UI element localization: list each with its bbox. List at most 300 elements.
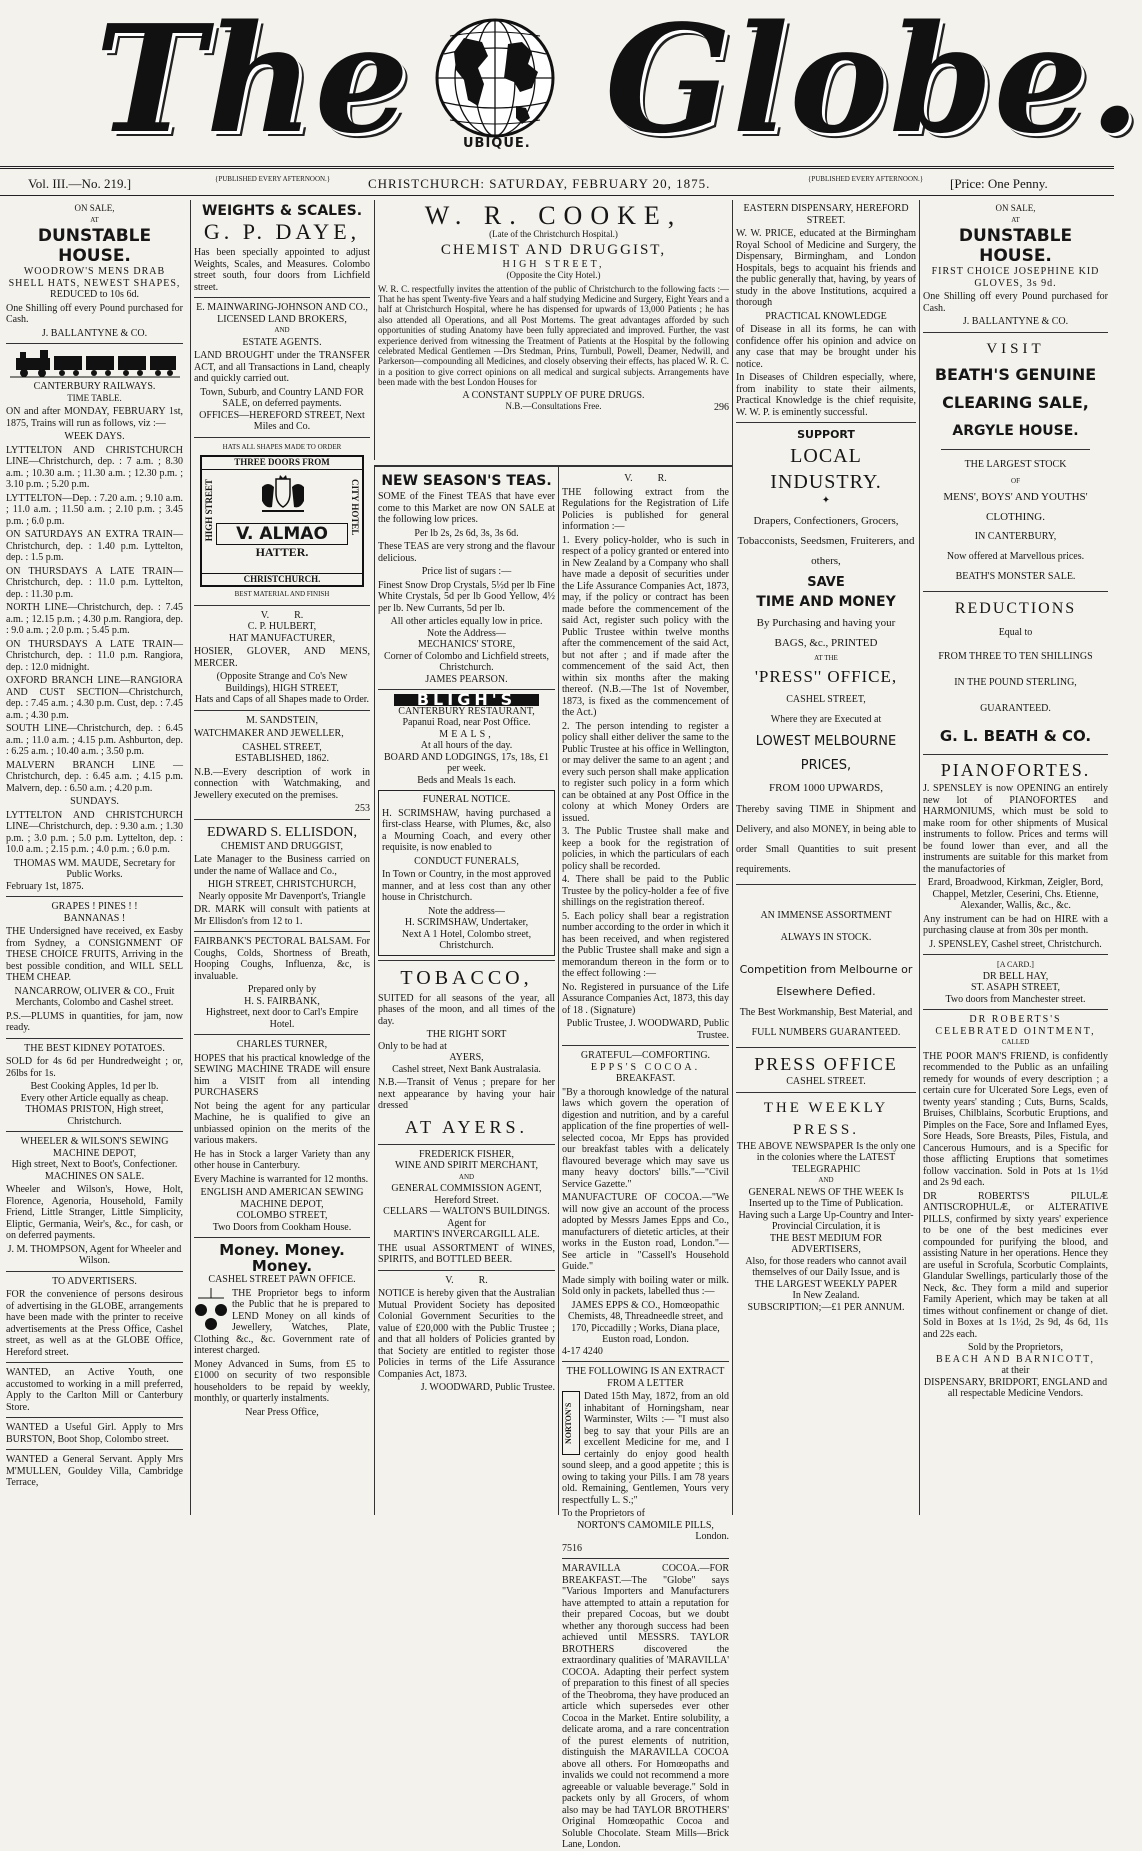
wanted-servant-ad: WANTED a General Servant. Apply Mrs M'MULLEN, Gouldey Villa, Cambridge Terrace, xyxy=(6,1454,183,1488)
three-to-ten: FROM THREE TO TEN SHILLINGS xyxy=(938,651,1093,662)
circulation-text: Having such a Large Up-Country and Inter-Provincial Circulation, it is xyxy=(738,1209,914,1232)
potatoes-body: SOLD for 4s 6d per Hundredweight ; or, 26lbs for 1s. xyxy=(6,1056,183,1079)
plums-note: P.S.—PLUMS in quantities, for jam, now ready. xyxy=(6,1010,183,1033)
daily-issue-note: Also, for those readers who cannot avail themselves of our Daily Issue, and is xyxy=(745,1255,907,1278)
fisher-name: FREDERICK FISHER, xyxy=(418,1148,514,1160)
epps-name: EPPS'S COCOA. xyxy=(590,1061,701,1073)
epps-body: "By a thorough knowledge of the natural laws which govern the operation of digestion and nutrition, and by a careful application of the fine properties of well-selected cocoa, Mr Epps has provided our breakfast tables with a delicately flavoured beverage which may save us many heavy doctors' bills."—"Civil Service Gazette." xyxy=(562,1086,729,1190)
beath-signature: G. L. BEATH & CO. xyxy=(939,727,1092,745)
cooke-trade: CHEMIST AND DRUGGIST, xyxy=(440,241,667,258)
woodward-signature: Public Trustee, J. WOODWARD, Public Trustee. xyxy=(566,1018,729,1041)
sandstein-body: N.B.—Every description of work in connection with Watchmaking, and Jewellery executed on the premises. xyxy=(194,766,370,801)
timetable-line: ON THURSDAYS A LATE TRAIN—Christchurch, dep. : 11.0 p.m. Lyttelton, dep. : 11.30 p.m. xyxy=(6,565,183,600)
woodward-signature: J. WOODWARD, Public Trustee. xyxy=(420,1382,555,1393)
dunstable-ad-1 xyxy=(6,203,183,339)
norton-body: Dated 15th May, 1872, from an old inhabitant of Horningsham, near Warminster, Wilts :— "I must also beg to say that your Pills are an excellent Medicine for me, and I certainly do enjoy good health sound sleep, and a good appetite ; this is owing to taking your Pills. I am 78 years old. Remaining, Gentlemen, Yours very respectfully L. S.;" xyxy=(562,1391,729,1506)
epps-breakfast: BREAKFAST. xyxy=(615,1073,676,1084)
almao-trade: HATTER. xyxy=(255,545,309,559)
turner-name: CHARLES TURNER, xyxy=(236,1039,328,1050)
pawnbroker-balls-icon xyxy=(194,1288,228,1332)
hulbert-address: (Opposite Strange and Co's New Buildings), HIGH STREET, xyxy=(216,671,348,694)
bridport-dispensary: DISPENSARY, BRIDPORT, ENGLAND and all respectable Medicine Vendors. xyxy=(923,1376,1108,1399)
regulation-item: 3. The Public Trustee shall make and keep a book for the registration of policies, in which the particulars of each policy shall be recorded. xyxy=(562,826,729,872)
roberts-pills: DR ROBERTS'S PILULÆ ANTISCROPHULÆ, or ALTERATIVE PILLS, confirmed by sixty years' experience to be one of the best medicines ever compounded for purifying the blood, and assisting Nature in her operations. Hence they are useful in Scrofula, Scorbutic Complaints, Glandular Swellings, particularly those of the Neck, &c. They form a mild and superior Family Aperient, which may be taken at all times without confinement or change of diet. Sold in Boxes at 1s 1½d, 2s 9d, 4s 6d, 11s and 22s each. xyxy=(923,1190,1108,1340)
norton-to: To the Proprietors of xyxy=(562,1508,645,1519)
timetable-date: February 1st, 1875. xyxy=(6,880,84,892)
card-title: [A CARD.] xyxy=(997,960,1034,969)
advertisers-notice xyxy=(6,1276,183,1359)
cashel-street: CASHEL STREET, xyxy=(786,694,866,705)
pianofortes-title: PIANOFORTES. xyxy=(940,760,1091,780)
amp-notice xyxy=(378,1275,555,1394)
assortment-title: AN IMMENSE ASSORTMENT xyxy=(760,910,892,921)
estate-agents: ESTATE AGENTS. xyxy=(242,336,322,348)
ballantyne-signature: J. BALLANTYNE & CO. xyxy=(962,316,1069,327)
in-canterbury: IN CANTERBURY, xyxy=(974,531,1057,542)
almao-ad xyxy=(194,442,370,601)
sandstein-address: CASHEL STREET, xyxy=(242,741,322,753)
hulbert-ad xyxy=(194,610,370,706)
railways-title: CANTERBURY RAILWAYS. xyxy=(33,381,156,392)
save-text: SAVE xyxy=(807,574,845,590)
funeral-address: Next A 1 Hotel, Colombo street, Christchurch. xyxy=(401,928,532,951)
largest-stock: THE LARGEST STOCK xyxy=(964,458,1067,470)
lowest-prices: LOWEST MELBOURNE PRICES, xyxy=(755,734,897,773)
train-icon xyxy=(10,348,180,378)
thompson-signature: J. M. THOMPSON, Agent for Wheeler and Wilson. xyxy=(7,1243,182,1266)
ellisdon-name: EDWARD S. ELLISDON, xyxy=(206,824,358,840)
fisher-body: THE usual ASSORTMENT of WINES, SPIRITS, and BOTTLED BEER. xyxy=(378,1242,555,1265)
marvellous-prices: Now offered at Marvellous prices. xyxy=(946,551,1085,562)
bell-hay-name: DR BELL HAY, xyxy=(982,970,1049,982)
funeral-notice xyxy=(378,790,555,956)
thereby-saving: Thereby saving TIME in Shipment and Delivery, and also MONEY, in being able to order Small Quantities to suit present requirements. xyxy=(736,804,916,875)
eastern-dispensary-ad xyxy=(736,203,916,418)
column-4 xyxy=(558,465,732,1850)
hulbert-trade: HAT MANUFACTURER, xyxy=(228,632,336,644)
turner-depot: ENGLISH AND AMERICAN SEWING MACHINE DEPOT, xyxy=(200,1187,364,1210)
called-text: CALLED xyxy=(1001,1038,1030,1046)
blighs-ad xyxy=(378,690,555,786)
pawn-office-ad xyxy=(194,1242,370,1418)
wanted-girl-ad: WANTED a Useful Girl. Apply to Mrs BURSTON, Boot Shop, Colombo street. xyxy=(6,1422,183,1445)
at-ayers: AT AYERS. xyxy=(404,1116,529,1137)
fisher-ad xyxy=(378,1149,555,1266)
beath-genuine: BEATH'S GENUINE xyxy=(934,364,1097,384)
piano-hire: Any instrument can be had on HIRE with a purchasing clause at from 30s per month. xyxy=(923,913,1108,936)
priston-signature: THOMAS PRISTON, High street, Christchurch. xyxy=(25,1104,164,1127)
regulation-item: 2. The person intending to register a policy shall either deliver the same to the Public Trustee at his office in Wellington, or may deliver the same to an agent ; and every such person shall make application to register such policy in a form which can be obtained at any Post Office in the colony at which Money Orders are issued. xyxy=(562,720,729,824)
mens-clothing: MENS', BOYS' AND YOUTHS' CLOTHING. xyxy=(943,491,1088,523)
beath-ad xyxy=(923,337,1108,751)
money-title: Money. Money. Money. xyxy=(219,1241,345,1275)
and-text: AND xyxy=(818,1176,834,1184)
monster-sale: BEATH'S MONSTER SALE. xyxy=(955,571,1076,582)
turner-paragraph: Every Machine is warranted for 12 months. xyxy=(194,1173,369,1185)
assortment-ad xyxy=(736,905,916,1043)
epps-signature: JAMES EPPS & CO., Homœopathic Chemists, 48, Threadneedle street, and 170, Piccadilly ; Works, Diana place, Euston road, London. xyxy=(567,1299,724,1345)
turner-body: HOPES that his practical knowledge of the SEWING MACHINE TRADE will ensure him a VISIT from all intending PURCHASERS xyxy=(194,1052,370,1098)
local-industry: LOCAL INDUSTRY. xyxy=(770,445,882,493)
extract-notice xyxy=(562,473,729,1041)
almao-three-doors: THREE DOORS FROM xyxy=(202,457,362,470)
maude-signature: THOMAS WM. MAUDE, Secretary for Public Works. xyxy=(13,857,176,880)
ad-number: 296 xyxy=(714,401,729,413)
time-and-money: TIME AND MONEY xyxy=(756,593,896,610)
pound-sterling: IN THE POUND STERLING, xyxy=(954,677,1077,688)
registration-form: No. Registered in pursuance of the Life Assurance Companies Act, 1873, this day of 18 . (Signature) xyxy=(562,981,729,1016)
agent-for: Agent for xyxy=(447,1217,486,1229)
ayers-address: Cashel street, Next Bank Australasia. xyxy=(392,1063,541,1075)
tobacco-ad xyxy=(378,965,555,1140)
and-text: AND xyxy=(274,326,290,334)
pawn-advance: Money Advanced in Sums, from £5 to £1000 on security of two responsible householders to be repaid by weekly, monthly, or quarterly instalments. xyxy=(194,1358,370,1404)
globe-icon xyxy=(420,14,570,146)
publication-note-right: {PUBLISHED EVERY AFTERNOON.} xyxy=(808,175,924,183)
cooke-late: (Late of the Christchurch Hospital.) xyxy=(489,229,618,239)
bags-printed: BAGS, &c., PRINTED xyxy=(774,636,878,649)
pill-bottle-icon: NORTON'S xyxy=(562,1391,580,1455)
on-sale-text: ON SALE, xyxy=(74,203,115,213)
sugar-list: Finest Snow Drop Crystals, 5½d per lb Fine White Crystals, 5d per lb Good Yellow, 4½ per lb. New Currants, 5d per lb. xyxy=(378,579,555,614)
ad-number: 253 xyxy=(355,803,370,814)
only-text: Only to be had at xyxy=(378,1040,447,1052)
hats-text: WOODROW'S MENS DRAB SHELL HATS, NEWEST SHAPES, xyxy=(8,266,181,289)
regulation-item: 1. Every policy-holder, who is such in respect of a policy granted or entered into in New Zealand by a Company who shall have made a deposit of securities under the Life Assurance Companies Act, 1873, may, if the policy or contract has been made before the commencement of the said Act, register such policy with the Public Trustee within twelve months after the commencement of the said Act, but not after ; and if made after the commencement of the said Act, then within six months after the making thereof. (N.B.—The 1st of November, 1873, is fixed as the commencement of the Act.) xyxy=(562,534,729,718)
blighs-board: BOARD AND LODGINGS, 17s, 18s, £1 per week. xyxy=(383,751,549,774)
teas-ad xyxy=(378,473,555,685)
guaranteed: GUARANTEED. xyxy=(980,703,1051,714)
hulbert-body: HOSIER, GLOVER, AND MENS, MERCER. xyxy=(194,646,370,669)
norton-pills: NORTON'S CAMOMILE PILLS, xyxy=(577,1519,714,1531)
roberts-ointment: CELEBRATED OINTMENT, xyxy=(935,1025,1096,1037)
timetable-line: WEEK DAYS. xyxy=(64,431,125,442)
cooke-ad xyxy=(378,203,729,413)
turner-doors: Two Doors from Cookham House. xyxy=(212,1221,352,1233)
on-sale-text: ON SALE, xyxy=(995,203,1036,213)
norton-title: THE FOLLOWING IS AN EXTRACT FROM A LETTER xyxy=(566,1366,725,1389)
other-articles-text: Every other Article equally as cheap. xyxy=(20,1092,169,1104)
fisher-cellars: CELLARS — WALTON'S BUILDINGS. xyxy=(383,1206,550,1217)
teas-note: Note the Address— xyxy=(427,627,506,639)
fisher-trade: WINE AND SPIRIT MERCHANT, xyxy=(395,1160,538,1171)
from-upwards: FROM 1000 UPWARDS, xyxy=(769,782,883,794)
roberts-ad xyxy=(923,1014,1108,1400)
teas-body: SOME of the Finest TEAS that have ever come to this Market are now ON SALE at the following low prices. xyxy=(378,491,555,525)
at-the: AT THE xyxy=(814,653,838,662)
blighs-hours: At all hours of the day. xyxy=(420,740,513,751)
mechanics-store: MECHANICS' STORE, xyxy=(417,639,516,650)
place-and-date: CHRISTCHURCH: SATURDAY, FEBRUARY 20, 1875. xyxy=(368,176,711,191)
epps-packets: Made simply with boiling water or milk. Sold only in packets, labelled thus :— xyxy=(562,1274,729,1297)
cooke-street: HIGH STREET, xyxy=(502,258,605,270)
potatoes-title: THE BEST KIDNEY POTATOES. xyxy=(24,1042,165,1054)
in-new-zealand: In New Zealand. xyxy=(792,1290,860,1301)
blighs-title: BLIGH'S xyxy=(394,694,539,706)
of-text: OF xyxy=(1011,476,1020,485)
almao-side-left: HIGH STREET xyxy=(204,479,214,542)
funeral-body: H. SCRIMSHAW, having purchased a first-class Hearse, with Plumes, &c, also a Mourning Coach, and every other requisite, is now enabled to xyxy=(382,807,551,853)
best-workmanship: The Best Workmanship, Best Material, and xyxy=(739,1007,913,1018)
fairbank-name: H. S. FAIRBANK, xyxy=(244,995,320,1007)
extract-body: THE following extract from the Regulations for the Registration of Life Policies is published for general information :— xyxy=(562,486,729,532)
and-text: AND xyxy=(458,1172,475,1181)
ballantyne-signature: J. BALLANTYNE & CO. xyxy=(41,327,148,339)
sold-by: Sold by the Proprietors, xyxy=(968,1342,1063,1353)
timetable-line: SUNDAYS. xyxy=(70,796,119,807)
grapes-body: THE Undersigned have received, ex Easby from Sydney, a CONSIGNMENT OF THESE CHOICE FRUITS, Arriving in the best possible condition, and WILL SELL THEM CHEAP. xyxy=(6,926,183,983)
dunstable-house-heading: DUNSTABLE HOUSE. xyxy=(37,226,152,266)
grapes-ad xyxy=(6,901,183,1034)
teas-flavour: These TEAS are very strong and the flavour delicious. xyxy=(378,541,555,564)
vr-mark: V. R. xyxy=(260,609,304,621)
at-text: AT xyxy=(1011,215,1020,224)
maravilla-ad: MARAVILLA COCOA.—FOR BREAKFAST.—The "Globe" says "Various Importers and Manufacturers have attempted to attain a reputation for their prepared Cocoas, but we doubt whether any thorough success had been achieved until MESSRS. TAYLOR BROTHERS discovered the extraordinary qualities of 'MARAVILLA' COCOA. Adapting their perfect system of preparation to this finest of all species of the Theobroma, they have produced an article which supersedes ever other Cocoa in the Market. Entire solubility, a delicate aroma, and a rare concentration of the purest elements of nutrition, distinguish the MARAVILLA COCOA above all others. For Homœopaths and invalids we could not recommend a more agreeable or valuable beverage." Sold in packets only by all Grocers, of whom also may be had TAYLOR BROTHERS' Original Homœopathic Cocoa and Soluble Chocolate. Steam Mills—Brick Lane, London. xyxy=(562,1563,729,1850)
argyle-house: ARGYLE HOUSE. xyxy=(952,422,1079,439)
cooke-consultations: N.B.—Consultations Free. xyxy=(505,401,602,412)
beach-barnicott: BEACH AND BARNICOTT, xyxy=(936,1353,1095,1365)
hulbert-hats: Hats and Caps of all Shapes made to Order. xyxy=(194,694,370,705)
teas-prices: Per lb 2s, 2s 6d, 3s, 3s 6d. xyxy=(414,527,519,539)
subscription: SUBSCRIPTION;—£1 PER ANNUM. xyxy=(747,1301,905,1313)
practical-knowledge: PRACTICAL KNOWLEDGE xyxy=(765,310,887,322)
daye-name: G. P. DAYE, xyxy=(203,219,361,244)
full-numbers: FULL NUMBERS GUARANTEED. xyxy=(751,1027,901,1038)
conduct-funerals: CONDUCT FUNERALS, xyxy=(414,855,519,867)
always-in-stock: ALWAYS IN STOCK. xyxy=(780,932,872,943)
bananas-title: BANNANAS ! xyxy=(63,912,126,924)
sandstein-name: M. SANDSTEIN, xyxy=(246,714,318,726)
at-their: at their xyxy=(1001,1365,1030,1376)
fairbank-body: FAIRBANK'S PECTORAL BALSAM. For Coughs, Colds, Shortness of Breath, Hooping Coughs, Influenza, &c, is invaluable. xyxy=(194,936,370,982)
by-purchasing: By Purchasing and having your xyxy=(756,616,896,629)
competition-defied: Competition from Melbourne or Elsewhere Defied. xyxy=(739,963,913,998)
largest-weekly: THE LARGEST WEEKLY PAPER xyxy=(754,1278,898,1290)
timetable-line: OXFORD BRANCH LINE—RANGIORA AND CUST SECTION—Christchurch, dep. : 7.45 a.m. ; 4.30 p.m. Cust, dep. : 7.45 a.m. ; 4.30 p.m. xyxy=(6,675,183,721)
clearing-sale: CLEARING SALE, xyxy=(942,392,1089,412)
wheeler-ad xyxy=(6,1136,183,1267)
cooke-supply: A CONSTANT SUPPLY OF PURE DRUGS. xyxy=(462,389,645,401)
pawn-office-title: CASHEL STREET PAWN OFFICE. xyxy=(208,1274,356,1285)
amp-body: NOTICE is hereby given that the Australian Mutual Provident Society has deposited Colonial Government Securities to the value of £20,000 with the Public Trustee ; and that all holders of Policies granted by that Society are entitled to register those Policies in terms of the Life Assurance Companies Act, 1873. xyxy=(378,1288,555,1380)
weekly-press-title: THE WEEKLY PRESS. xyxy=(763,1099,889,1138)
tobacco-title: TOBACCO, xyxy=(400,966,533,989)
wheeler-title: WHEELER & WILSON'S SEWING MACHINE DEPOT, xyxy=(20,1136,169,1159)
publication-note-left: {PUBLISHED EVERY AFTERNOON.} xyxy=(215,175,331,183)
ellisdon-trade: CHEMIST AND DRUGGIST, xyxy=(220,840,344,852)
almao-top-text: HATS ALL SHAPES MADE TO ORDER xyxy=(222,442,342,451)
fisher-agent: GENERAL COMMISSION AGENT, xyxy=(391,1183,542,1194)
funeral-title: FUNERAL NOTICE. xyxy=(422,794,511,805)
masthead xyxy=(0,0,1142,166)
at-text: AT xyxy=(90,215,99,224)
masthead-title-right: Globe. xyxy=(605,0,1142,166)
nancarrow-signature: NANCARROW, OLIVER & CO., Fruit Merchants, Colombo and Cashel street. xyxy=(14,985,175,1008)
ad-number: 4-17 4240 xyxy=(562,1345,603,1357)
price: [Price: One Penny. xyxy=(950,176,1048,191)
funeral-paragraph: In Town or Country, in the most approved manner, and at less cost than any other house in Christchurch. xyxy=(382,869,551,903)
land-for-sale: Town, Suburb, and Country LAND FOR SALE, on deferred payments. xyxy=(200,386,364,409)
press-office-name: 'PRESS'' OFFICE, xyxy=(754,667,898,686)
vr-mark: V. R. xyxy=(445,1274,488,1286)
column-6 xyxy=(919,200,1111,1515)
support-title: SUPPORT xyxy=(797,428,855,441)
timetable-line: ON SATURDAYS AN EXTRA TRAIN—Christchurch, dep. : 1.40 p.m. Lyttelton, dep. : 1.5 p.m. xyxy=(6,529,183,563)
weights-title: WEIGHTS & SCALES. xyxy=(201,203,363,219)
ellisdon-body: Late Manager to the Business carried on under the name of Wallace and Co., xyxy=(194,854,370,877)
volume-number: Vol. III.—No. 219.] xyxy=(28,176,132,191)
weekly-paragraph: THE ABOVE NEWSPAPER Is the only one in the colonies where the LATEST TELEGRAPHIC xyxy=(736,1140,916,1175)
timetable-line: ON THURSDAYS A LATE TRAIN—Christchurch, dep. : 11.0 p.m. Rangiora, dep. : 12.0 midnight. xyxy=(6,638,183,673)
eastern-paragraph: In Diseases of Children especially, where, from inability to state their ailments, Practical Knowledge is the chief requisite, W. W. P. is eminently successful. xyxy=(736,372,916,418)
prepared-by: Prepared only by xyxy=(247,984,317,995)
visit-text: VISIT xyxy=(986,340,1045,357)
epps-ad xyxy=(562,1050,729,1357)
almao-side-right: CITY HOTEL xyxy=(350,479,360,536)
column-2 xyxy=(190,200,373,1515)
reduced-text: REDUCED to 10s 6d. xyxy=(50,289,139,300)
vr-mark: V. R. xyxy=(624,473,667,484)
weights-body: Has been specially appointed to adjust Weights, Scales, and Measures. Colombo street south, four doors from Lichfield street. xyxy=(194,247,370,293)
trades-list: Drapers, Confectioners, Grocers, Tobacconists, Seedsmen, Fruiterers, and others, xyxy=(737,514,915,567)
general-news: GENERAL NEWS OF THE WEEK Is Inserted up to the Time of Publication. xyxy=(748,1186,904,1209)
bell-hay-doors: Two doors from Manchester street. xyxy=(945,993,1086,1005)
press-office-street: CASHEL STREET. xyxy=(786,1076,866,1087)
pearson-signature: JAMES PEARSON. xyxy=(425,673,508,685)
turner-address: COLOMBO STREET, xyxy=(236,1210,328,1221)
timetable-line: LYTTELTON—Dep. : 7.20 a.m. ; 9.10 a.m. ; 11.0 a.m. ; 11.50 a.m. ; 2.10 p.m. ; 3.45 p.m. ; 6.0 p.m. xyxy=(6,492,183,527)
mainwaring-body: LAND BROUGHT under the TRANSFER ACT, and all Transactions in Land, cheaply and quickly carried out. xyxy=(194,350,370,384)
cash-discount-text: One Shilling off every Pound purchased for Cash. xyxy=(923,291,1108,314)
turner-ad xyxy=(194,1039,370,1233)
eastern-body: W. W. PRICE, educated at the Birmingham Royal School of Medicine and Surgery, the Dispensary, Birmingham, and London Hospitals, begs to acquaint his friends and the public generally that, having, by years of study in the above Institutions, acquired a thorough xyxy=(736,228,916,308)
pianofortes-body: J. SPENSLEY is now OPENING an entirely new lot of PIANOFORTES and HARMONIUMS, which must be sold to make room for other shipments of Musical instruments to follow. Prices and terms will be found lower than ever, and all the instruments are suitable for this market from the manufactories of xyxy=(923,783,1108,875)
funeral-note: Note the address— xyxy=(428,905,505,917)
fairbank-ad xyxy=(194,936,370,1030)
spensley-signature: J. SPENSLEY, Cashel street, Christchurch. xyxy=(929,938,1102,950)
ale-text: MARTIN'S INVERCARGILL ALE. xyxy=(393,1229,540,1240)
column-5 xyxy=(732,200,919,1515)
timetable-title: TIME TABLE. xyxy=(67,392,122,403)
grapes-title: GRAPES ! PINES ! ! xyxy=(51,901,138,912)
ellisdon-address: HIGH STREET, CHRISTCHURCH, Nearly opposite Mr Davenport's, Triangle xyxy=(198,879,366,902)
piano-makers: Erard, Broadwood, Kirkman, Zeigler, Bord, Chappel, Metzler, Ceserini, Chs. Etienne, Alexander, Wallis, &c., &c. xyxy=(927,877,1104,911)
almao-bottom-text: BEST MATERIAL AND FINISH xyxy=(234,590,330,598)
timetable-line: MALVERN BRANCH LINE — Christchurch, dep. : 6.45 a.m. ; 4.15 p.m. Malvern, dep. : 6.50 a.m. ; 4.20 p.m. xyxy=(6,759,183,794)
regulation-item: 5. Each policy shall bear a registration number according to the order in which it has been received, and when registered the Public Trustee shall make and sign a memorandum thereon in the form or to the effect following :— xyxy=(562,910,729,979)
ellisdon-ad xyxy=(194,824,370,928)
epps-manufacture: MANUFACTURE OF COCOA.—"We will now give an account of the process adopted by Messrs James Epps and Co., manufacturers of dietetic articles, at their works in the Euston road, London."—See article in "Cassell's Household Guide." xyxy=(562,1192,729,1272)
sandstein-ad xyxy=(194,715,370,815)
masthead-motto: UBIQUE. xyxy=(463,136,531,151)
cash-discount-text: One Shilling off every Pound purchased for Cash. xyxy=(6,302,183,325)
teas-title: NEW SEASON'S TEAS. xyxy=(381,473,552,489)
dunstable-ad-2 xyxy=(923,203,1108,328)
column-3 xyxy=(374,200,732,460)
equal-to: Equal to xyxy=(998,627,1033,638)
teas-corner: Corner of Colombo and Lichfield streets, Christchurch. xyxy=(384,650,549,673)
cooke-opposite: (Opposite the City Hotel.) xyxy=(506,270,601,280)
pawn-near: Near Press Office, xyxy=(245,1406,319,1418)
bell-hay-card xyxy=(923,959,1108,1005)
timetable-line: LYTTELTON AND CHRISTCHURCH LINE—Christchurch, dep. : 9.30 a.m. ; 1.30 p.m. ; 3.0 p.m. ; 5.0 p.m. Lyttelton, dep. : 10.0 a.m. ; 2.15 p.m. ; 4.0 p.m. ; 6.0 p.m. xyxy=(6,809,183,855)
column-3-lower xyxy=(374,465,558,1515)
blighs-meals: MEALS, xyxy=(439,728,494,740)
dateline-bar xyxy=(0,166,1114,196)
advertisers-title: TO ADVERTISERS. xyxy=(52,1275,137,1287)
mainwaring-ad xyxy=(194,302,370,433)
norton-ad xyxy=(562,1366,729,1554)
blighs-beds: Beds and Meals 1s each. xyxy=(417,774,516,786)
roberts-body: THE POOR MAN'S FRIEND, is confidently recommended to the Public as an unfailing remedy for wounds of every description ; a certain cure for Ulcerated Sore Legs, even of twenty years' standing ; Cuts, Burns, Scalds, Bruises, Chilblains, Scorbutic Eruptions, and Pimples on the Face, Sore and Inflamed Eyes, Sore Heads, Sore Breasts, Piles, Fistula, and Cancerous Humours, and is a Specific for those afflicting Eruptions that sometimes follow vaccination. Sold in Pots at 1s 1½d and 2s 9d each. xyxy=(923,1050,1108,1188)
mainwaring-title: E. MAINWARING-JOHNSON AND CO., LICENSED LAND BROKERS, xyxy=(196,302,368,325)
railways-timetable xyxy=(6,381,183,892)
gloves-text: FIRST CHOICE JOSEPHINE KID GLOVES, 3s 9d. xyxy=(931,266,1100,289)
where-executed: Where they are Executed at xyxy=(770,714,882,725)
wheeler-body: Wheeler and Wilson's, Howe, Holt, Florence, Agenoria, Household, Family Friend, Little Stranger, Little Simplicity, Eliptic, Germania, Weir's, &c., for cash, or on deferred payments. xyxy=(6,1184,183,1241)
column-1 xyxy=(3,200,186,1515)
cooke-name: W. R. COOKE, xyxy=(424,201,683,230)
turner-paragraph: Not being the agent for any particular Machine, he is qualified to give an unbiassed opinion on the merits of the various makers. xyxy=(194,1100,370,1146)
bell-hay-address: ST. ASAPH STREET, xyxy=(970,982,1061,993)
timetable-line: ON and after MONDAY, FEBRUARY 1st, 1875, Trains will run as follows, viz :— xyxy=(6,406,183,429)
dr-mark-note: DR. MARK will consult with patients at Mr Ellisdon's from 12 to 1. xyxy=(194,904,370,927)
tobacco-body: SUITED for all seasons of the year, all phases of the moon, and all times of the day. xyxy=(378,992,555,1027)
mainwaring-offices: OFFICES—HEREFORD STREET, Next Miles and Co. xyxy=(199,409,365,432)
eastern-title: EASTERN DISPENSARY, HEREFORD STREET. xyxy=(743,203,909,226)
machines-on-sale: MACHINES ON SALE. xyxy=(44,1170,145,1182)
wanted-youth-ad: WANTED, an Active Youth, one accustomed to working in a mill preferred, Apply to the Carlton Mill or Canterbury Store. xyxy=(6,1367,183,1413)
almao-name: V. ALMAO xyxy=(216,523,348,545)
right-sort: THE RIGHT SORT xyxy=(426,1029,507,1040)
reductions-title: REDUCTIONS xyxy=(954,600,1077,617)
press-office-ad xyxy=(736,1052,916,1088)
fisher-street: Hereford Street. xyxy=(434,1194,499,1206)
roberts-title: DR ROBERTS'S xyxy=(969,1014,1062,1025)
ayers-name: AYERS, xyxy=(449,1052,484,1063)
sandstein-trade: WATCHMAKER AND JEWELLER, xyxy=(194,728,344,739)
royal-arms-icon xyxy=(258,473,308,515)
hulbert-name: C. P. HULBERT, xyxy=(247,621,317,632)
pawn-body: THE Proprietor begs to inform the Public that he is prepared to LEND Money on all kinds of Jewellery, Watches, Plate, Clothing &c., &c. Government rate of interest charged. xyxy=(194,1287,370,1356)
eastern-paragraph: of Disease in all its forms, he can with confidence offer his opinion and advice on any case that may be brought under his notice. xyxy=(736,324,916,370)
potatoes-ad xyxy=(6,1043,183,1128)
sugar-list-title: Price list of sugars :— xyxy=(421,566,512,577)
masthead-title-left: The xyxy=(95,0,410,166)
blighs-address: Papanui Road, near Post Office. xyxy=(402,717,531,728)
ad-number: 7516 xyxy=(562,1542,582,1554)
wheeler-address: High street, Next to Boot's, Confectioner. xyxy=(11,1159,178,1170)
support-local-ad: SUPPORT LOCAL INDUSTRY. ✦ Drapers, Confectioners, Grocers, Tobacconists, Seedsmen, Fruiterers, and others, SAVE TIME AND MONEY By Purchasing and having your BAGS, &c., PRINTED AT THE 'PRESS'' OFFICE, CASHEL STREET, Where they are Executed at LOWEST MELBOURNE PRICES, FROM 1000 UPWARDS, Thereby saving TIME in Shipment and Delivery, and also MONEY, in being able to order Small Quantities to suit present requirements. xyxy=(736,427,916,880)
weights-ad xyxy=(194,203,370,293)
timetable-line: SOUTH LINE—Christchurch, dep. : 6.45 a.m. ; 11.0 a.m. ; 4.15 p.m. Ashburton, dep. : 6.25 a.m. ; 10.40 a.m. ; 3.50 p.m. xyxy=(6,723,183,757)
venus-note: N.B.—Transit of Venus ; prepare for her next appearance by having your hair dressed xyxy=(378,1077,555,1111)
regulation-item: 4. There shall be paid to the Public Trustee by the policy-holder a fee of five shillings on the registration thereof. xyxy=(562,874,729,908)
turner-paragraph: He has in Stock a larger Variety than any other house in Canterbury. xyxy=(194,1148,370,1171)
blighs-restaurant: CANTERBURY RESTAURANT, xyxy=(398,705,535,717)
weekly-press-ad xyxy=(736,1097,916,1314)
dunstable-house-heading: DUNSTABLE HOUSE. xyxy=(958,226,1073,266)
apples-text: Best Cooking Apples, 1d per lb. xyxy=(30,1081,159,1092)
best-medium: THE BEST MEDIUM FOR ADVERTISERS, xyxy=(769,1232,883,1255)
fairbank-address: Highstreet, next door to Carl's Empire Hotel. xyxy=(205,1007,359,1030)
scrimshaw-signature: H. SCRIMSHAW, Undertaker, xyxy=(404,917,529,928)
cooke-body: W. R. C. respectfully invites the attention of the public of Christchurch to the following facts :—That he has spent Twenty-five Years and a half studying Medicine and Surgery, Eight Years and a half at Christchurch Hospital, where he has dispensed for upwards of 13,000 Patients ; he has also attended all Operations, and all Post Mortems. The great advantages afforded by such opportunities of studing Anatomy have been fully appreciated and improved. Further, the vast experience derived from witnessing the Treatment of Patients at the Hospital by the following celebrated Medical Gentlemen —Drs Stedman, Prins, Turnbull, Powell, Deamer, Nedwill, and Parkerson—compounding all Medicines, and closely observing their effects, has placed W. R. C. in a position to give correct opinions on all medical and surgical subjects. Arrangements have been made with the best London Houses for xyxy=(378,283,729,388)
timetable-line: LYTTELTON AND CHRISTCHURCH LINE—Christchurch, dep. : 7 a.m. ; 8.30 a.m. ; 10.30 a.m. ; 11.30 a.m. ; 12.30 p.m. ; 3.10 p.m. ; 5.20 p.m. xyxy=(6,444,183,490)
epps-title: GRATEFUL—COMFORTING. xyxy=(580,1050,711,1061)
timetable-line: NORTH LINE—Christchurch, dep. : 7.45 a.m. ; 12.15 p.m. ; 4.30 p.m. Rangiora, dep. : 9.0 a.m. ; 2.0 p.m. ; 5.45 p.m. xyxy=(6,602,183,636)
teas-all: All other articles equally low in price. xyxy=(390,616,543,627)
